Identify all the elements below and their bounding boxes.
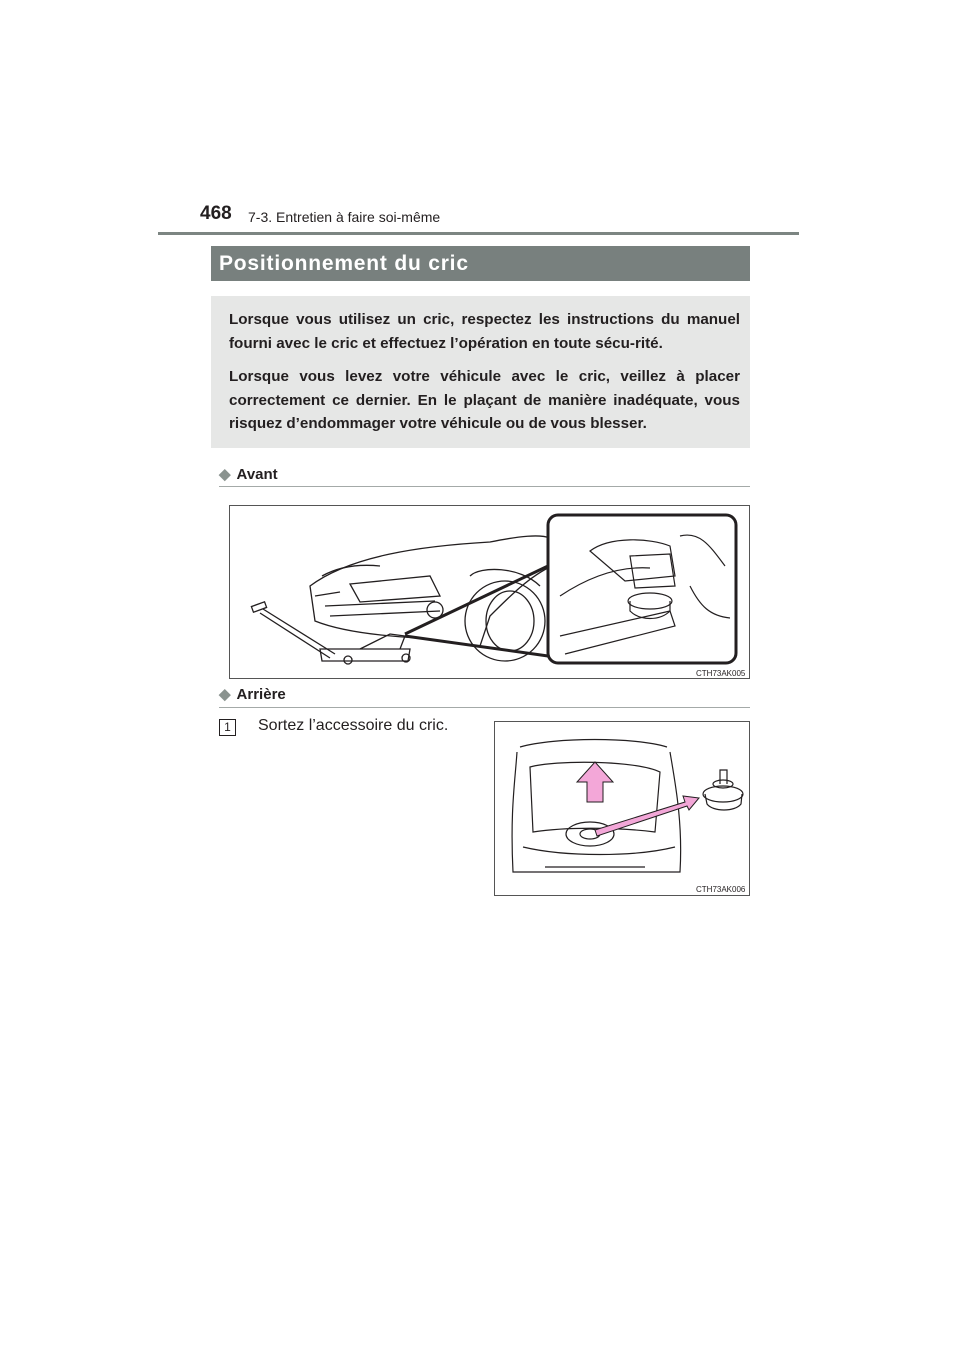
page-number: 468 [200,203,232,224]
section-title: Positionnement du cric [211,246,750,281]
step-text: Sortez l’accessoire du cric. [258,717,449,734]
diamond-icon: ◆ [219,466,231,483]
up-arrow-icon [577,762,613,802]
rear-heading-label: Arrière [236,686,286,703]
rear-figure-code: CTH73AK006 [696,885,746,894]
front-jack-illustration [230,506,750,679]
front-figure-code: CTH73AK005 [696,669,746,678]
front-jack-figure [229,505,750,679]
notice-box [211,296,750,448]
front-heading [219,465,278,483]
notice-paragraph-2: Lorsque vous levez votre véhicule avec le cric, veillez à placer correctement ce dernier. En le plaçant de manière inadéquate, vous risquez d’endommager votre véhicule ou de vous blesser. [229,368,740,432]
front-jack-inset [548,515,736,663]
chapter-title: 7-3. Entretien à faire soi-même [248,209,441,225]
header-rule [158,232,799,235]
rear-trunk-figure [494,721,750,896]
rear-trunk-illustration [495,722,750,896]
step-badge: 1 [219,719,236,736]
right-arrow-icon [595,796,699,836]
front-heading-label: Avant [236,466,278,483]
front-heading-rule [219,486,750,487]
diamond-icon: ◆ [219,686,231,703]
notice-paragraph-1: Lorsque vous utilisez un cric, respectez les instructions du manuel fourni avec le cric et effectuez l’opération en toute sécu-rité. [229,311,740,352]
rear-heading [219,685,286,703]
rear-heading-rule [219,707,750,708]
